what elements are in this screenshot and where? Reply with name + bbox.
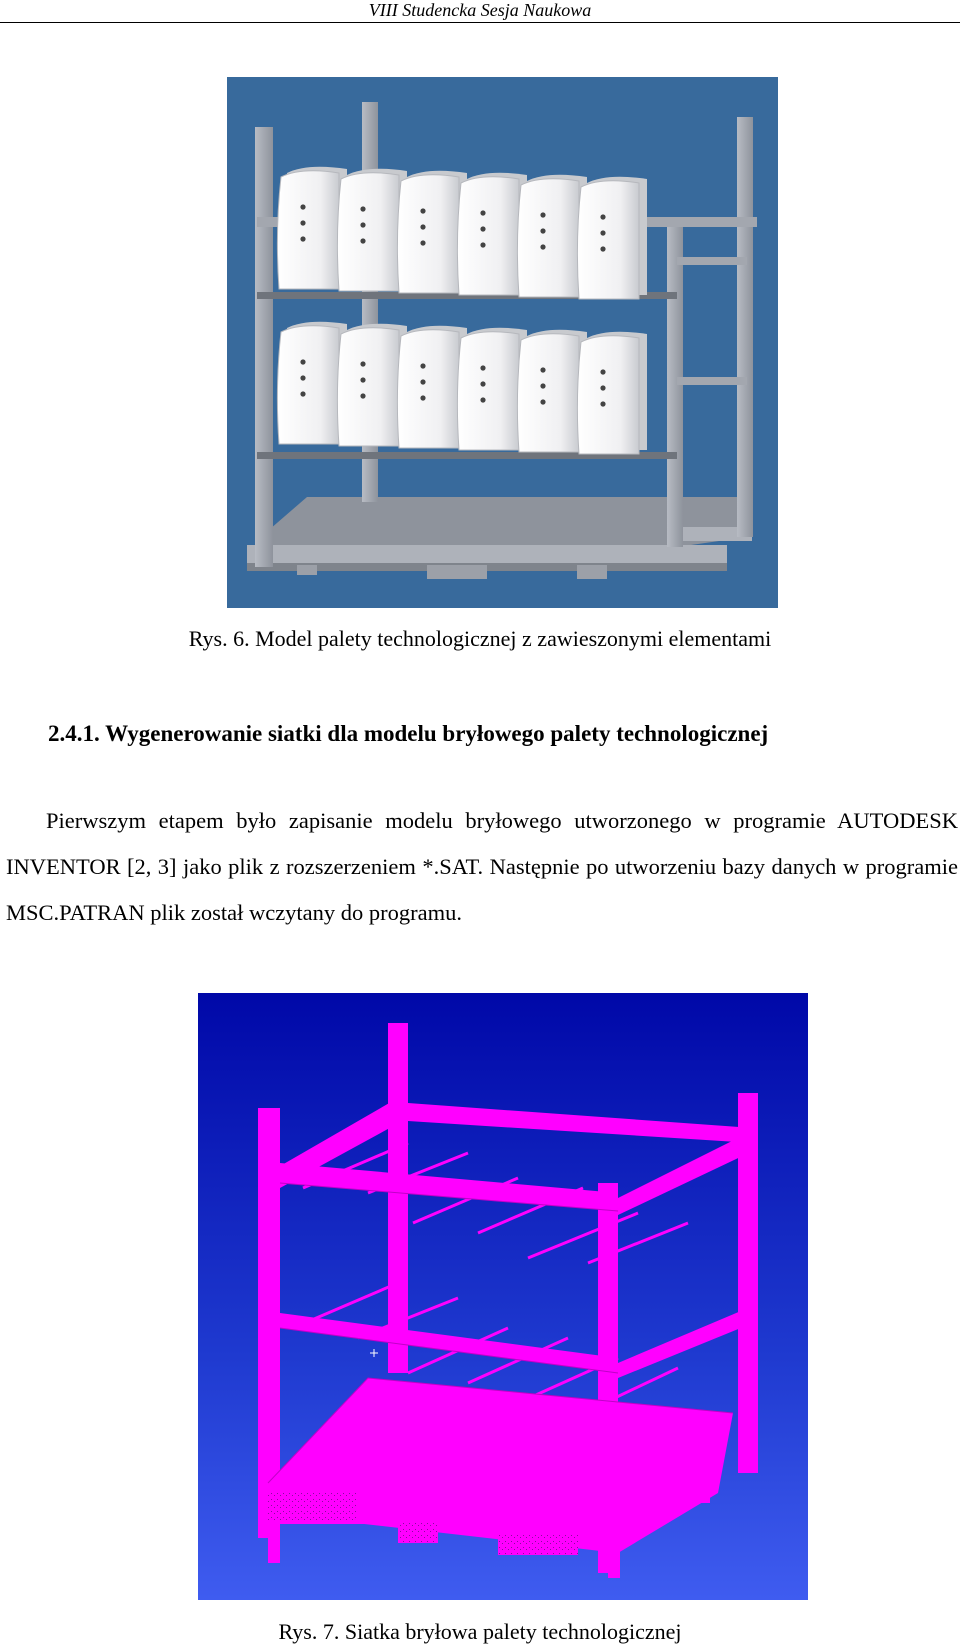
header-rule: [0, 22, 960, 23]
figure2-caption: Rys. 7. Siatka bryłowa palety technologicznej: [278, 1619, 682, 1644]
figure-pallet-mesh: [198, 993, 808, 1600]
figure-pallet-model: [227, 77, 778, 608]
pallet-mesh-illustration: [198, 993, 808, 1600]
pallet-model-illustration: [227, 77, 778, 608]
body-paragraph: Pierwszym etapem było zapisanie modelu bryłowego utworzonego w programie AUTODESK INVENTOR [2, 3] jako plik z rozszerzeniem *.SAT. Następnie po utworzeniu bazy danych w programie MSC.PATRAN plik został wczytany do programu.: [6, 808, 958, 925]
running-header: VIII Studencka Sesja Naukowa: [368, 0, 592, 20]
section-heading: 2.4.1. Wygenerowanie siatki dla modelu bryłowego palety technologicznej: [48, 721, 769, 746]
figure1-caption: Rys. 6. Model palety technologicznej z zawieszonymi elementami: [188, 626, 772, 651]
